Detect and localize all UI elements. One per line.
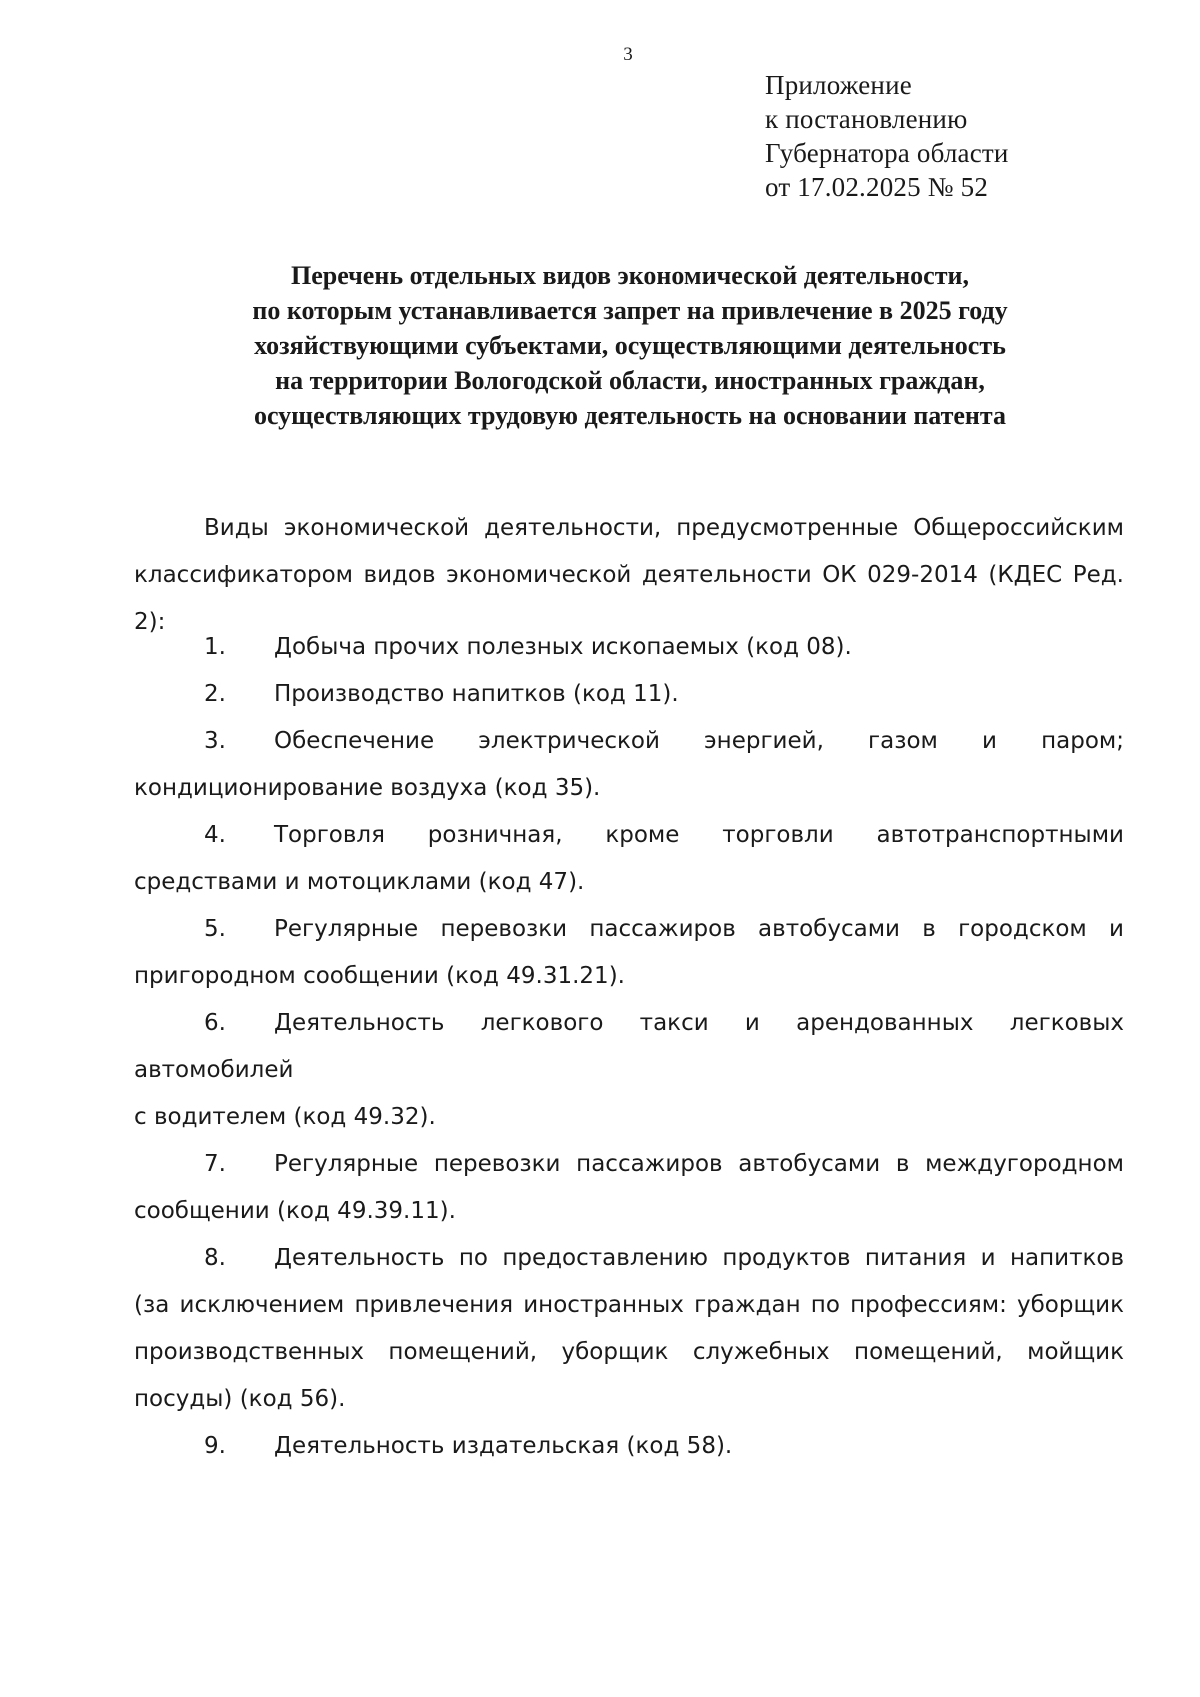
item-number: 1. bbox=[204, 634, 226, 660]
item-number: 8. bbox=[204, 1245, 226, 1271]
list-item bbox=[134, 1000, 1124, 1141]
page-number: 3 bbox=[623, 44, 633, 65]
item-text: Деятельность легкового такси и арендованных легковых автомобилей bbox=[134, 1010, 1124, 1083]
list-item bbox=[134, 1235, 1124, 1423]
title-line: хозяйствующими субъектами, осуществляющими деятельность bbox=[254, 331, 1006, 360]
appendix-line: Приложение bbox=[765, 70, 912, 100]
list-item bbox=[134, 624, 1124, 671]
item-number: 2. bbox=[204, 681, 226, 707]
appendix-block bbox=[765, 68, 1009, 204]
item-text: Деятельность издательская (код 58). bbox=[274, 1433, 733, 1459]
item-text: Деятельность по предоставлению продуктов питания и напитков (за исключением привлечения иностранных граждан по профессиям: уборщик производственных помещений, уборщик служебных помещений, мойщик посуды) (код 56). bbox=[134, 1245, 1124, 1412]
item-number: 6. bbox=[204, 1010, 226, 1036]
item-text: Производство напитков (код 11). bbox=[274, 681, 679, 707]
document-title bbox=[130, 258, 1130, 433]
item-number: 9. bbox=[204, 1433, 226, 1459]
list-item bbox=[134, 671, 1124, 718]
item-text: Регулярные перевозки пассажиров автобусами в междугородном сообщении (код 49.39.11). bbox=[134, 1151, 1124, 1224]
intro-paragraph: Виды экономической деятельности, предусмотренные Общероссийским классификатором видов экономической деятельности ОК 029-2014 (КДЕС Ред. 2): bbox=[134, 515, 1124, 635]
list-item bbox=[134, 906, 1124, 1000]
item-text: Обеспечение электрической энергией, газом и паром; кондиционирование воздуха (код 35). bbox=[134, 728, 1124, 801]
item-number: 7. bbox=[204, 1151, 226, 1177]
item-text: Регулярные перевозки пассажиров автобусами в городском и пригородном сообщении (код 49.31.21). bbox=[134, 916, 1124, 989]
title-line: на территории Вологодской области, иностранных граждан, bbox=[275, 366, 985, 395]
title-line: осуществляющих трудовую деятельность на основании патента bbox=[253, 401, 1007, 430]
appendix-line: от 17.02.2025 № 52 bbox=[765, 172, 989, 202]
activity-list bbox=[134, 624, 1124, 1470]
title-line: Перечень отдельных видов экономической деятельности, bbox=[291, 261, 969, 290]
item-text: Торговля розничная, кроме торговли автотранспортными средствами и мотоциклами (код 47). bbox=[134, 822, 1124, 895]
appendix-line: к постановлению bbox=[765, 104, 968, 134]
item-number: 3. bbox=[204, 728, 226, 754]
item-text: Добыча прочих полезных ископаемых (код 08). bbox=[274, 634, 852, 660]
list-item bbox=[134, 1423, 1124, 1470]
list-item bbox=[134, 1141, 1124, 1235]
item-number: 4. bbox=[204, 822, 226, 848]
item-continuation: с водителем (код 49.32). bbox=[134, 1104, 436, 1130]
list-item bbox=[134, 718, 1124, 812]
list-item bbox=[134, 812, 1124, 906]
item-number: 5. bbox=[204, 916, 226, 942]
appendix-line: Губернатора области bbox=[765, 138, 1009, 168]
title-line: по которым устанавливается запрет на привлечение в 2025 году bbox=[252, 296, 1008, 325]
